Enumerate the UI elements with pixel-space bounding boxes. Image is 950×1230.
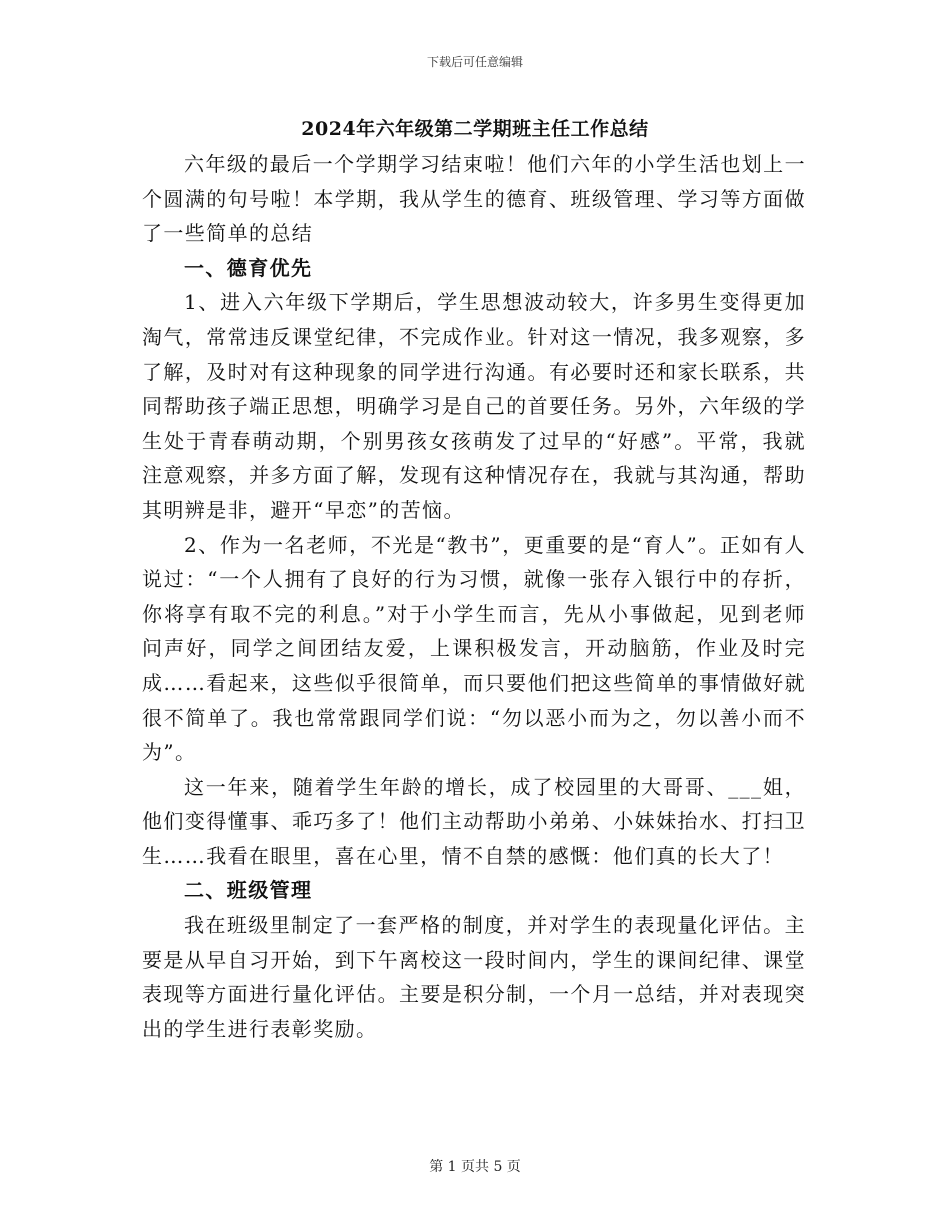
section-heading-class-management: 二、班级管理 bbox=[184, 878, 313, 903]
section-heading-moral-education: 一、德育优先 bbox=[184, 255, 313, 280]
paragraph: 1、进入六年级下学期后，学生思想波动较大，许多男生变得更加淘气，常常违反课堂纪律，不完成作业。针对这一情况，我多观察，多了解，及时对有这种现象的同学进行沟通。有必要时还和家长联系，共同帮助孩子端正思想，明确学习是自己的首要任务。另外，六年级的学生处于青春萌动期，个别男孩女孩萌发了过早的“好感”。平常，我就注意观察，并多方面了解，发现有这种情况存在，我就与其沟通，帮助其明辨是非，避开“早恋”的苦恼。 bbox=[142, 290, 806, 522]
header-note: 下载后可任意编辑 bbox=[426, 55, 523, 69]
paragraph: 这一年来，随着学生年龄的增长，成了校园里的大哥哥、___姐，他们变得懂事、乖巧多了！他们主动帮助小弟弟、小妹妹抬水、打扫卫生……我看在眼里，喜在心里，情不自禁的感慨：他们真的长大了！ bbox=[142, 774, 806, 868]
document-title: 2024年六年级第二学期班主任工作总结 bbox=[301, 118, 649, 140]
document-body bbox=[142, 147, 806, 1046]
intro-paragraph: 六年级的最后一个学期学习结束啦！他们六年的小学生活也划上一个圆满的句号啦！本学期，我从学生的德育、班级管理、学习等方面做了一些简单的总结 bbox=[142, 152, 806, 246]
page-number: 第 1 页共 5 页 bbox=[429, 1159, 521, 1175]
paragraph: 我在班级里制定了一套严格的制度，并对学生的表现量化评估。主要是从早自习开始，到下午离校这一段时间内，学生的课间纪律、课堂表现等方面进行量化评估。主要是积分制，一个月一总结，并对表现突出的学生进行表彰奖励。 bbox=[142, 913, 806, 1041]
paragraph: 2、作为一名老师，不光是“教书”，更重要的是“育人”。正如有人说过：“一个人拥有了良好的行为习惯，就像一张存入银行中的存折，你将享有取不完的利息。”对于小学生而言，先从小事做起，见到老师问声好，同学之间团结友爱，上课积极发言，开动脑筋，作业及时完成……看起来，这些似乎很简单，而只要他们把这些简单的事情做好就很不简单了。我也常常跟同学们说：“勿以恶小而为之，勿以善小而不为”。 bbox=[142, 532, 806, 765]
